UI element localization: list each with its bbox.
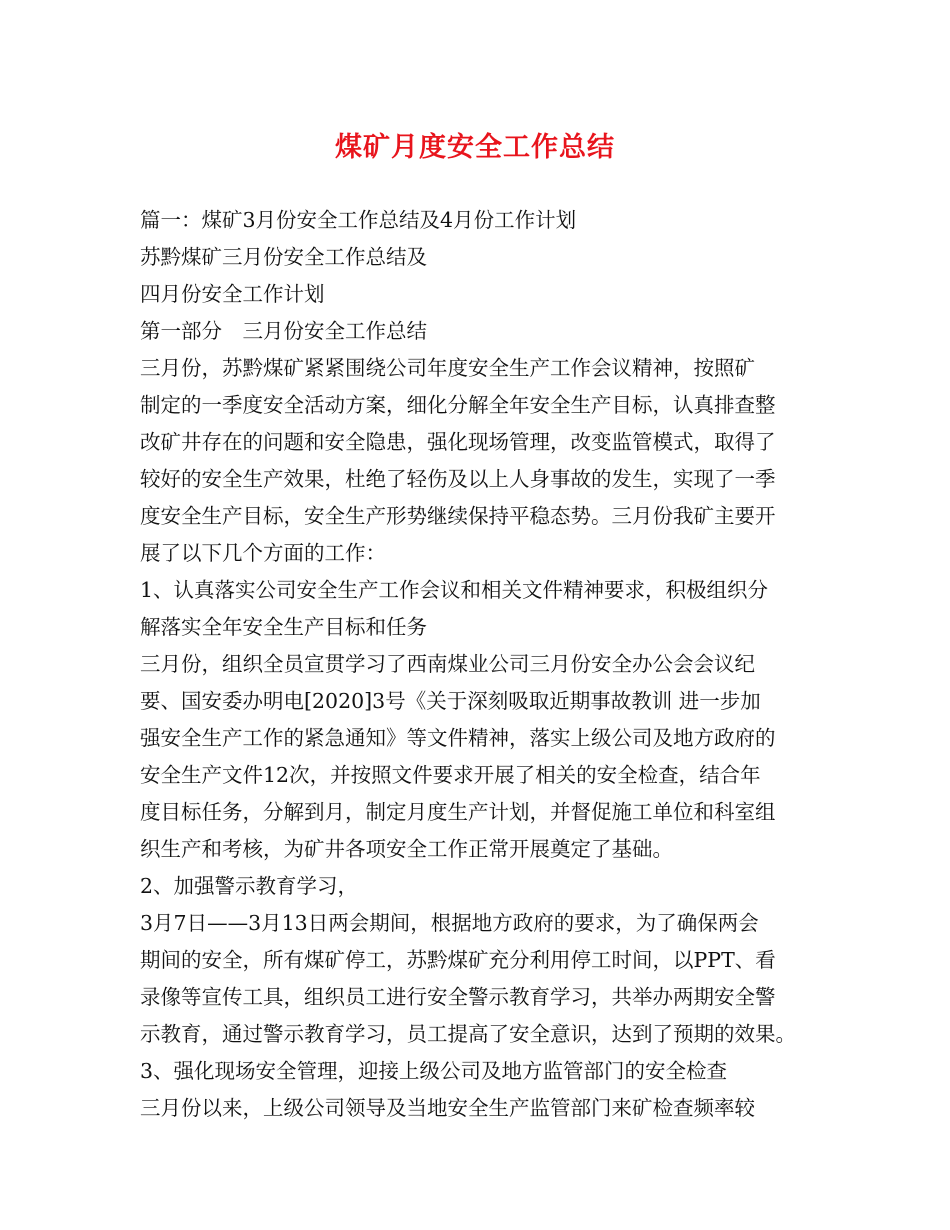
text-line: 安全生产文件12次，并按照文件要求开展了相关的安全检查，结合年 <box>140 763 761 787</box>
text-line: 解落实全年安全生产目标和任务 <box>140 615 427 639</box>
text-line: 3、强化现场安全管理，迎接上级公司及地方监管部门的安全检查 <box>140 1059 728 1083</box>
text-line: 织生产和考核，为矿井各项安全工作正常开展奠定了基础。 <box>140 837 673 861</box>
text-line: 度安全生产目标，安全生产形势继续保持平稳态势。三月份我矿主要开 <box>140 504 776 528</box>
text-line: 期间的安全，所有煤矿停工，苏黔煤矿充分利用停工时间，以PPT、看 <box>140 948 776 972</box>
text-line: 改矿井存在的问题和安全隐患，强化现场管理，改变监管模式，取得了 <box>140 430 776 454</box>
text-line: 制定的一季度安全活动方案，细化分解全年安全生产目标，认真排查整 <box>140 393 776 417</box>
text-line: 3月7日——3月13日两会期间，根据地方政府的要求，为了确保两会 <box>140 911 759 935</box>
text-line: 苏黔煤矿三月份安全工作总结及 <box>140 245 427 269</box>
text-line: 2、加强警示教育学习， <box>140 874 359 898</box>
text-line: 示教育，通过警示教育学习，员工提高了安全意识，达到了预期的效果。 <box>140 1022 796 1046</box>
text-line: 展了以下几个方面的工作： <box>140 541 386 565</box>
text-line: 较好的安全生产效果，杜绝了轻伤及以上人身事故的发生，实现了一季 <box>140 467 776 491</box>
text-line: 篇一：煤矿3月份安全工作总结及4月份工作计划 <box>140 208 577 232</box>
text-line: 度目标任务，分解到月，制定月度生产计划，并督促施工单位和科室组 <box>140 800 776 824</box>
text-line: 三月份，组织全员宣贯学习了西南煤业公司三月份安全办公会会议纪 <box>140 652 755 676</box>
document-title: 煤矿月度安全工作总结 <box>335 132 615 163</box>
document-body <box>140 202 840 1127</box>
text-line: 录像等宣传工具，组织员工进行安全警示教育学习，共举办两期安全警 <box>140 985 776 1009</box>
text-line: 第一部分 三月份安全工作总结 <box>140 319 427 343</box>
text-line: 四月份安全工作计划 <box>140 282 325 306</box>
text-line: 三月份以来，上级公司领导及当地安全生产监管部门来矿检查频率较 <box>140 1096 755 1120</box>
text-line: 三月份，苏黔煤矿紧紧围绕公司年度安全生产工作会议精神，按照矿 <box>140 356 755 380</box>
text-line: 要、国安委办明电[2020]3号《关于深刻吸取近期事故教训 进一步加 <box>140 689 761 713</box>
text-line: 1、认真落实公司安全生产工作会议和相关文件精神要求，积极组织分 <box>140 578 769 602</box>
text-line: 强安全生产工作的紧急通知》等文件精神，落实上级公司及地方政府的 <box>140 726 776 750</box>
